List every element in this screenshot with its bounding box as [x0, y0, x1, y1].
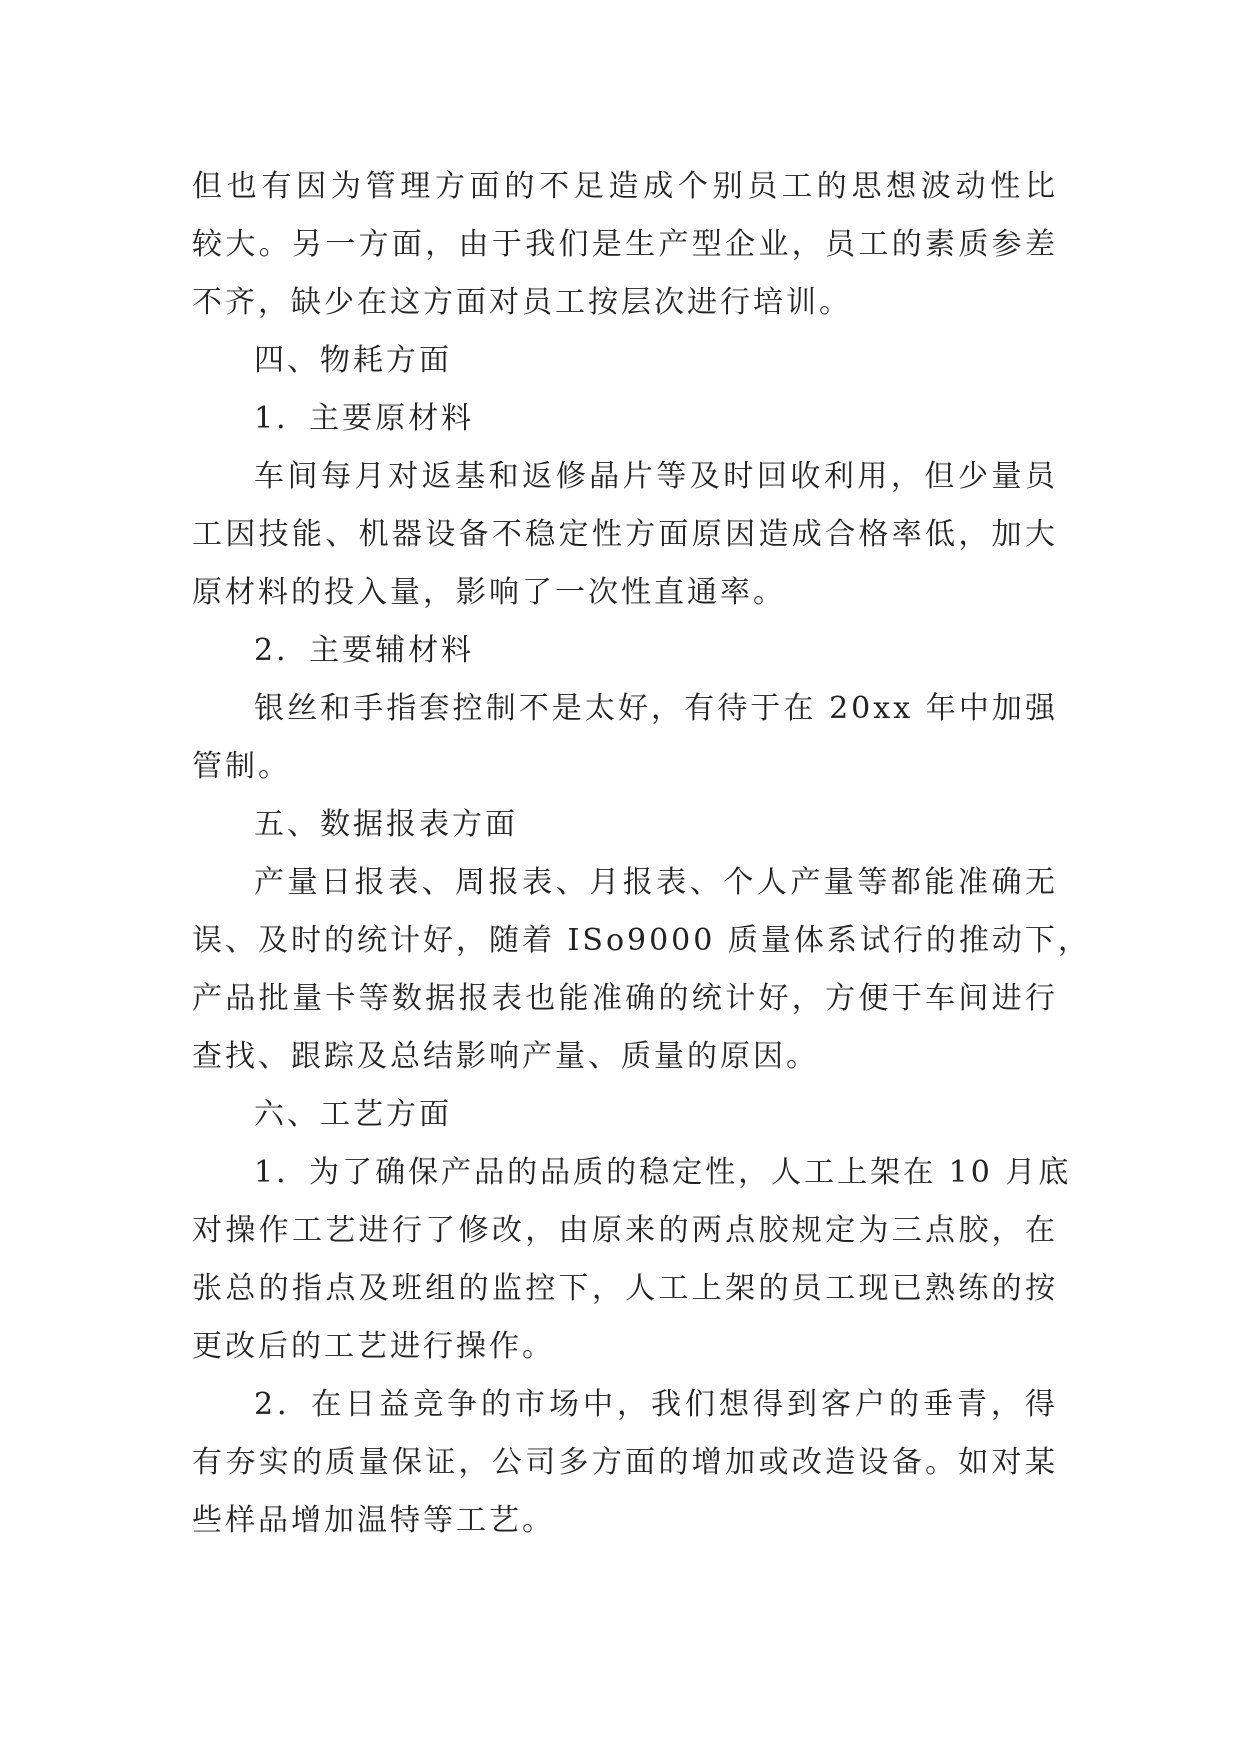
- section-heading-process: [192, 1086, 1058, 1144]
- text-line: 不齐，缺少在这方面对员工按层次进行培训。: [192, 285, 852, 320]
- text-line: 产量日报表、周报表、月报表、个人产量等都能准确无: [254, 865, 1058, 900]
- text-line: 误、及时的统计好，随着 ISo9000 质量体系试行的推动下，: [192, 923, 1091, 958]
- text-line: 工因技能、机器设备不稳定性方面原因造成合格率低，加大: [192, 517, 1058, 552]
- text-line: 银丝和手指套控制不是太好，有待于在 20xx 年中加强: [254, 691, 1058, 726]
- section-heading-data-reports: [192, 796, 1058, 854]
- text-line: 原材料的投入量，影响了一次性直通率。: [192, 575, 786, 610]
- text-line: 1．为了确保产品的品质的稳定性，人工上架在 10 月底: [254, 1155, 1072, 1190]
- heading-text: 六、工艺方面: [254, 1097, 452, 1132]
- section-heading-material-consumption: [192, 332, 1058, 390]
- paragraph-data-reports: [192, 854, 1091, 1086]
- heading-text: 1．主要原材料: [254, 401, 475, 436]
- paragraph-process-item-2: [192, 1376, 1058, 1550]
- subheading-auxiliary-materials: [192, 622, 1058, 680]
- text-line: 2．在日益竞争的市场中，我们想得到客户的垂青，得: [254, 1387, 1058, 1422]
- text-line: 车间每月对返基和返修晶片等及时回收利用，但少量员: [254, 459, 1058, 494]
- text-line: 查找、跟踪及总结影响产量、质量的原因。: [192, 1039, 819, 1074]
- paragraph-management-shortfall: [192, 158, 1058, 332]
- text-line: 对操作工艺进行了修改，由原来的两点胶规定为三点胶，在: [192, 1213, 1058, 1248]
- text-line: 产品批量卡等数据报表也能准确的统计好，方便于车间进行: [192, 981, 1058, 1016]
- heading-text: 2．主要辅材料: [254, 633, 475, 668]
- text-line: 张总的指点及班组的监控下，人工上架的员工现已熟练的按: [192, 1271, 1058, 1306]
- text-line: 有夯实的质量保证，公司多方面的增加或改造设备。如对某: [192, 1445, 1058, 1480]
- document-page: [192, 158, 1091, 1550]
- text-line: 管制。: [192, 749, 291, 784]
- paragraph-raw-materials: [192, 448, 1058, 622]
- heading-text: 五、数据报表方面: [254, 807, 518, 842]
- heading-text: 四、物耗方面: [254, 343, 452, 378]
- paragraph-auxiliary-materials: [192, 680, 1058, 796]
- paragraph-process-item-1: [192, 1144, 1072, 1376]
- subheading-main-raw-materials: [192, 390, 1058, 448]
- text-line: 较大。另一方面，由于我们是生产型企业，员工的素质参差: [192, 227, 1058, 262]
- text-line: 些样品增加温特等工艺。: [192, 1503, 555, 1538]
- text-line: 更改后的工艺进行操作。: [192, 1329, 555, 1364]
- text-line: 但也有因为管理方面的不足造成个别员工的思想波动性比: [192, 169, 1058, 204]
